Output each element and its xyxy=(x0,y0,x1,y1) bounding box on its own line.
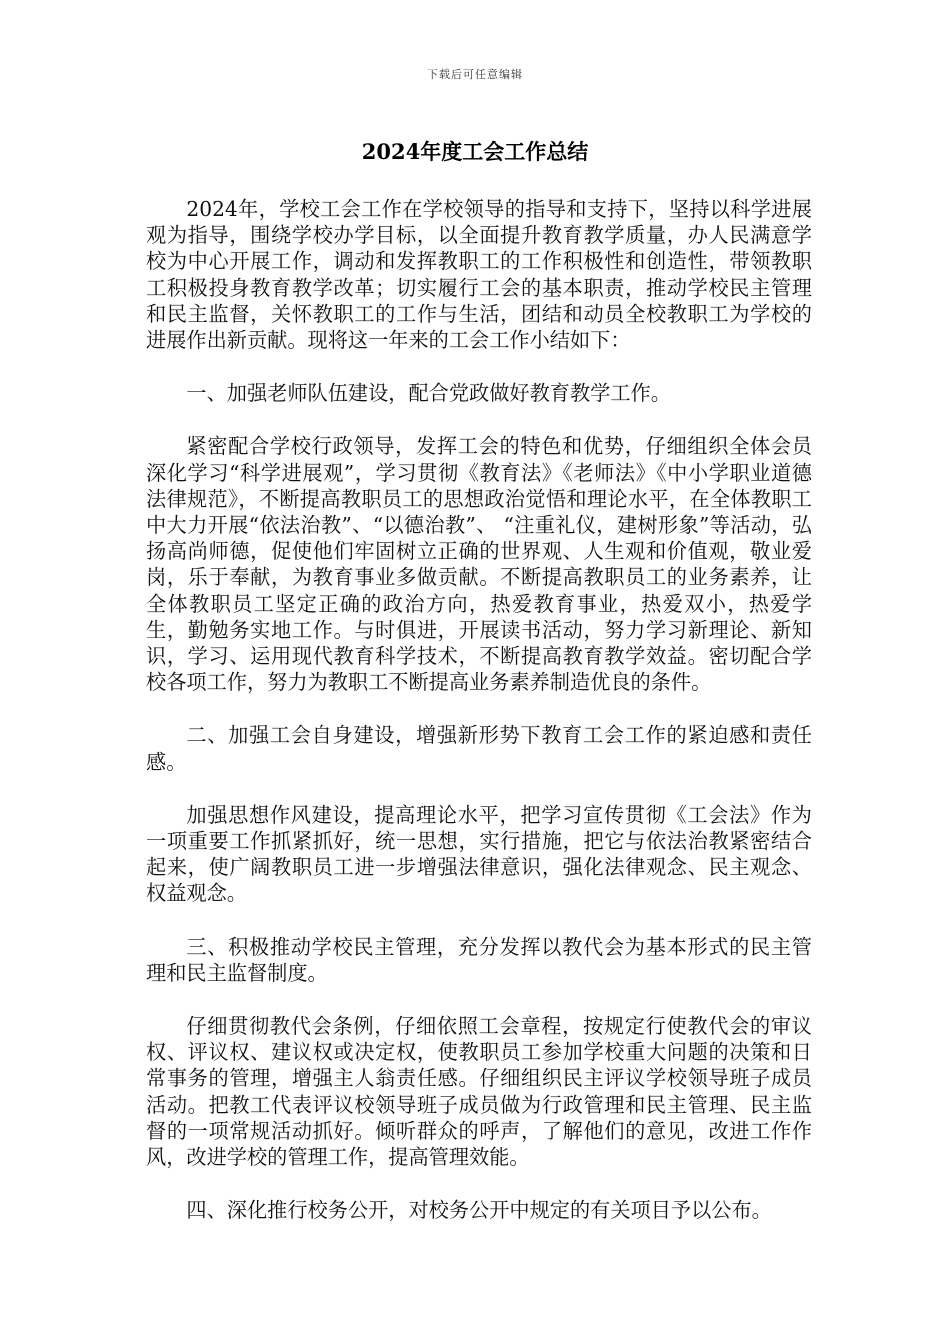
section-paragraph-2: 加强思想作风建设，提高理论水平，把学习宣传贯彻《工会法》作为一项重要工作抓紧抓好，统一思想，实行措施，把它与依法治教紧密结合起来，使广阔教职员工进一步增强法律意识，强化法律观念、民主观念、权益观念。 xyxy=(146,802,812,906)
section-paragraph-1: 紧密配合学校行政领导，发挥工会的特色和优势，仔细组织全体会员深化学习“科学进展观”，学习贯彻《教育法》《老师法》《中小学职业道德法律规范》，不断提高教职员工的思想政治觉悟和理论水平，在全体教职工中大力开展“依法治教”、“以德治教”、 “注重礼仪，建树形象”等活动，弘扬高尚师德，促使他们牢固树立正确的世界观、人生观和价值观，敬业爱岗，乐于奉献，为教育事业多做贡献。不断提高教职员工的业务素养，让全体教职员工坚定正确的政治方向，热爱教育事业，热爱双小，热爱学生，勤勉务实地工作。与时俱进，开展读书活动，努力学习新理论、新知识，学习、运用现代教育科学技术，不断提高教育教学效益。密切配合学校各项工作，努力为教职工不断提高业务素养制造优良的条件。 xyxy=(146,434,812,695)
intro-paragraph: 2024年，学校工会工作在学校领导的指导和支持下，坚持以科学进展观为指导，围绕学校办学目标，以全面提升教育教学质量，办人民满意学校为中心开展工作，调动和发挥教职工的工作积极性和创造性，带领教职工积极投身教育教学改革；切实履行工会的基本职责，推动学校民主管理和民主监督，关怀教职工的工作与生活，团结和动员全校教职工为学校的进展作出新贡献。现将这一年来的工会工作小结如下： xyxy=(146,197,812,353)
section-heading-3: 三、积极推动学校民主管理，充分发挥以教代会为基本形式的民主管理和民主监督制度。 xyxy=(146,934,812,985)
section-paragraph-3: 仔细贯彻教代会条例，仔细依照工会章程，按规定行使教代会的审议权、评议权、建议权或决定权，使教职员工参加学校重大问题的决策和日常事务的管理，增强主人翁责任感。仔细组织民主评议学校领导班子成员活动。把教工代表评议校领导班子成员做为行政管理和民主管理、民主监督的一项常规活动抓好。倾听群众的呼声，了解他们的意见，改进工作作风，改进学校的管理工作，提高管理效能。 xyxy=(146,1014,812,1170)
section-heading-1: 一、加强老师队伍建设，配合党政做好教育教学工作。 xyxy=(186,381,671,406)
document-title: 2024年度工会工作总结 xyxy=(361,139,589,164)
section-heading-2: 二、加强工会自身建设，增强新形势下教育工会工作的紧迫感和责任感。 xyxy=(146,723,812,774)
document-body xyxy=(146,196,812,1251)
section-heading-4: 四、深化推行校务公开，对校务公开中规定的有关项目予以公布。 xyxy=(186,1198,772,1223)
header-note: 下载后可任意编辑 xyxy=(427,68,523,81)
